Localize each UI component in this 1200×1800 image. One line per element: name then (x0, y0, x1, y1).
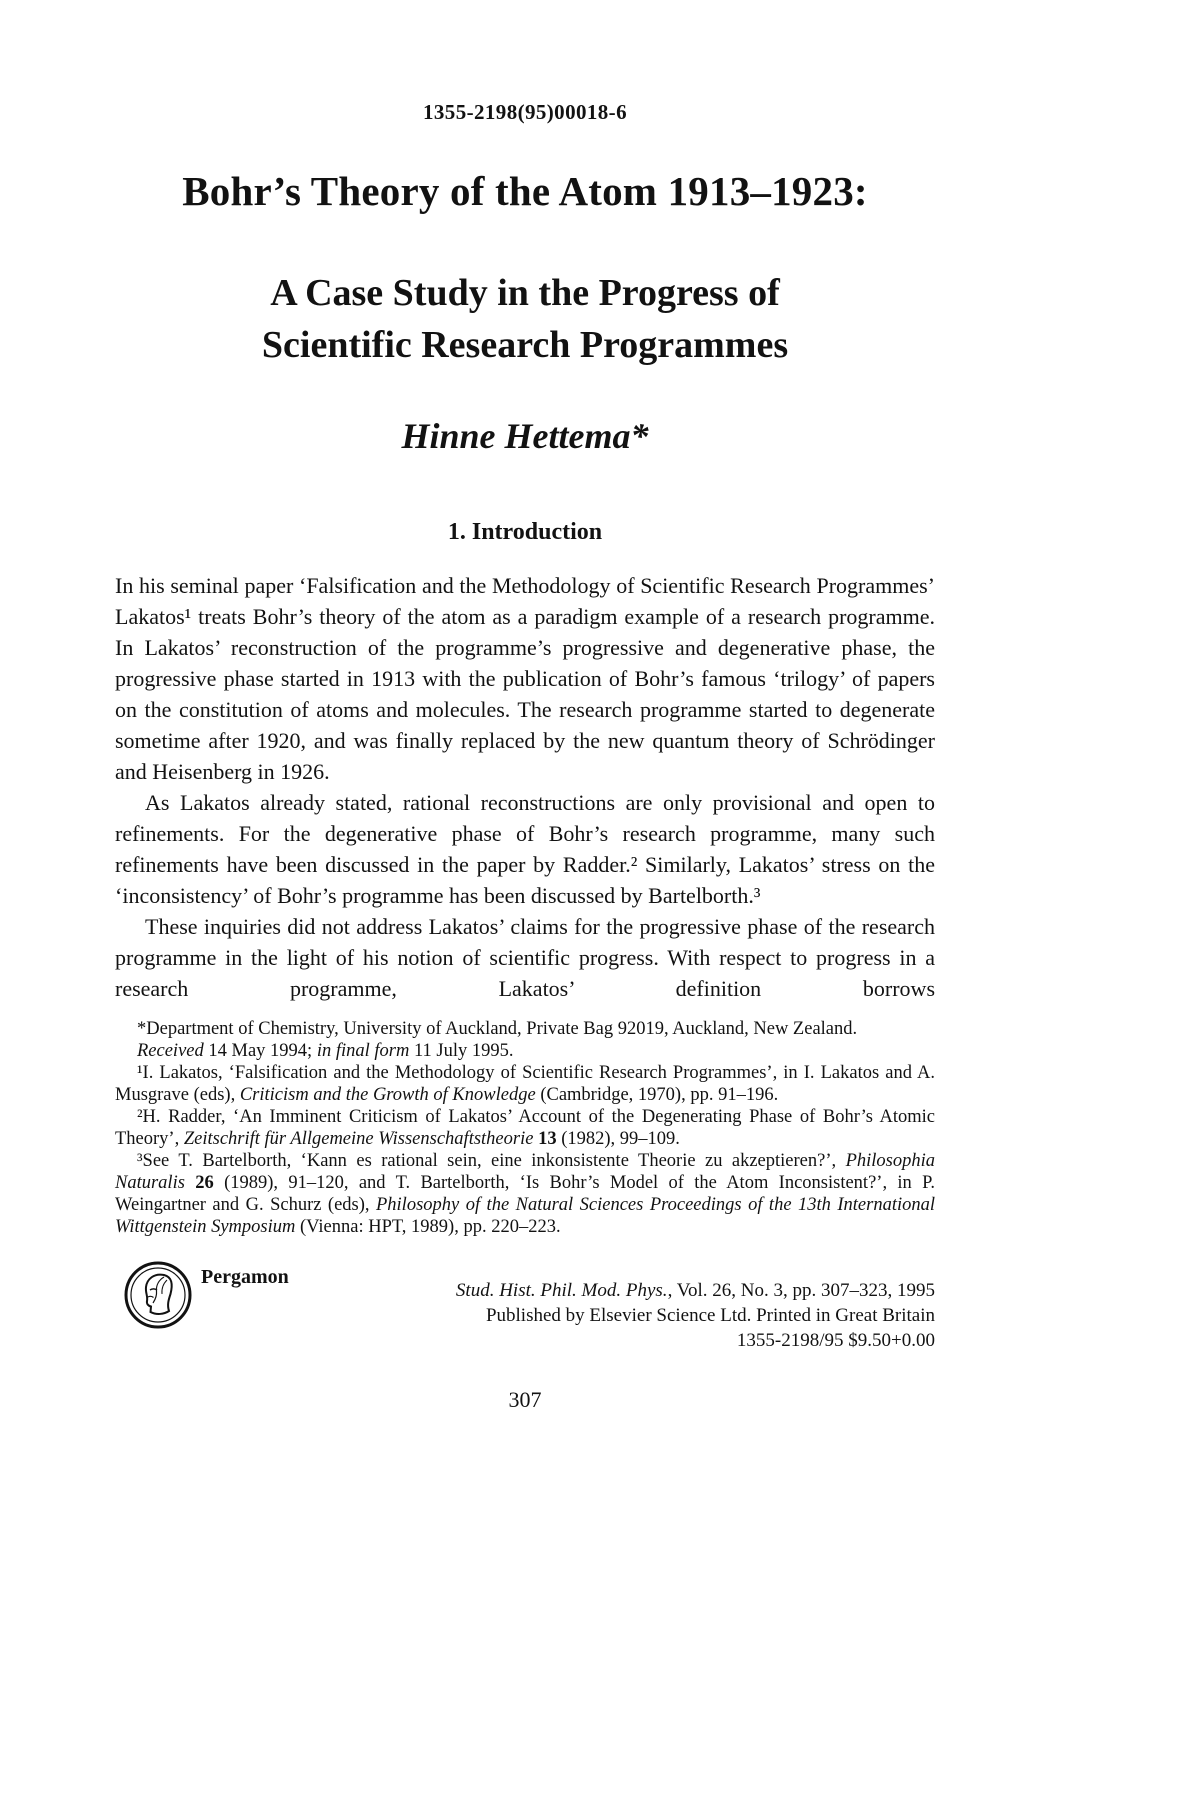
page-number: 307 (508, 1387, 542, 1412)
body-text (115, 570, 935, 1004)
paragraph: In his seminal paper ‘Falsification and the Methodology of Scientific Research Programmes’ Lakatos¹ treats Bohr’s theory of the atom as a paradigm example of a research programme. In Lakatos’ reconstruction of the programme’s progressive and degenerative phase, the progressive phase started in 1913 with the publication of Bohr’s famous ‘trilogy’ of papers on the constitution of atoms and molecules. The research programme started to degenerate sometime after 1920, and was finally replaced by the new quantum theory of Schrödinger and Heisenberg in 1926. (115, 573, 935, 784)
paper-subtitle-line-1: A Case Study in the Progress of (270, 272, 780, 314)
footnote-affiliation: *Department of Chemistry, University of Auckland, Private Bag 92019, Auckland, New Zealand. (137, 1019, 858, 1039)
imprint (115, 1260, 289, 1330)
section-heading: 1. Introduction (447, 519, 603, 545)
paper-subtitle (115, 267, 935, 371)
footnote-1: ¹I. Lakatos, ‘Falsification and the Methodology of Scientific Research Programmes’, in I. Lakatos and A. Musgrave (eds), Criticism and the Growth of Knowledge (Cambridge, 1970), pp. 91–196. (115, 1063, 935, 1105)
price-line: 1355-2198/95 $9.50+0.00 (736, 1330, 935, 1351)
page-content (115, 0, 935, 1413)
paper-subtitle-line-2: Scientific Research Programmes (261, 324, 789, 366)
footnote-received-dates: Received 14 May 1994; in final form 11 July 1995. (137, 1041, 514, 1061)
pergamon-logo-icon (123, 1260, 193, 1330)
paragraph: As Lakatos already stated, rational reconstructions are only provisional and open to refinements. For the degenerative phase of Bohr’s research programme, many such refinements have been discussed in the paper by Radder.² Similarly, Lakatos’ stress on the ‘inconsistency’ of Bohr’s programme has been discussed by Bartelborth.³ (115, 790, 935, 908)
publisher-line: Published by Elsevier Science Ltd. Printed in Great Britain (485, 1305, 935, 1326)
imprint-label: Pergamon (201, 1266, 289, 1288)
paper-title: Bohr’s Theory of the Atom 1913–1923: (182, 168, 868, 214)
journal-info (289, 1278, 935, 1353)
author-name: Hinne Hettema* (401, 416, 649, 456)
publisher-block (115, 1260, 935, 1353)
journal-citation: Stud. Hist. Phil. Mod. Phys., Vol. 26, No. 3, pp. 307–323, 1995 (455, 1280, 935, 1301)
footnote-3: ³See T. Bartelborth, ‘Kann es rational sein, eine inkonsistente Theorie zu akzeptieren?’, Philosophia Naturalis 26 (1989), 91–120, and T. Bartelborth, ‘Is Bohr’s Model of the Atom Inconsistent?’, in P. Weingartner and G. Schurz (eds), Philosophy of the Natural Sciences Proceedings of the 13th International Wittgenstein Symposium (Vienna: HPT, 1989), pp. 220–223. (115, 1151, 935, 1237)
paragraph: These inquiries did not address Lakatos’ claims for the progressive phase of the research programme in the light of his notion of scientific progress. With respect to progress in a research programme, Lakatos’ definition borrows (115, 914, 935, 1001)
footnote-2: ²H. Radder, ‘An Imminent Criticism of Lakatos’ Account of the Degenerating Phase of Bohr’s Atomic Theory’, Zeitschrift für Allgemeine Wissenschaftstheorie 13 (1982), 99–109. (115, 1107, 935, 1149)
footnotes (115, 1018, 935, 1238)
doc-number: 1355-2198(95)00018-6 (423, 100, 627, 124)
